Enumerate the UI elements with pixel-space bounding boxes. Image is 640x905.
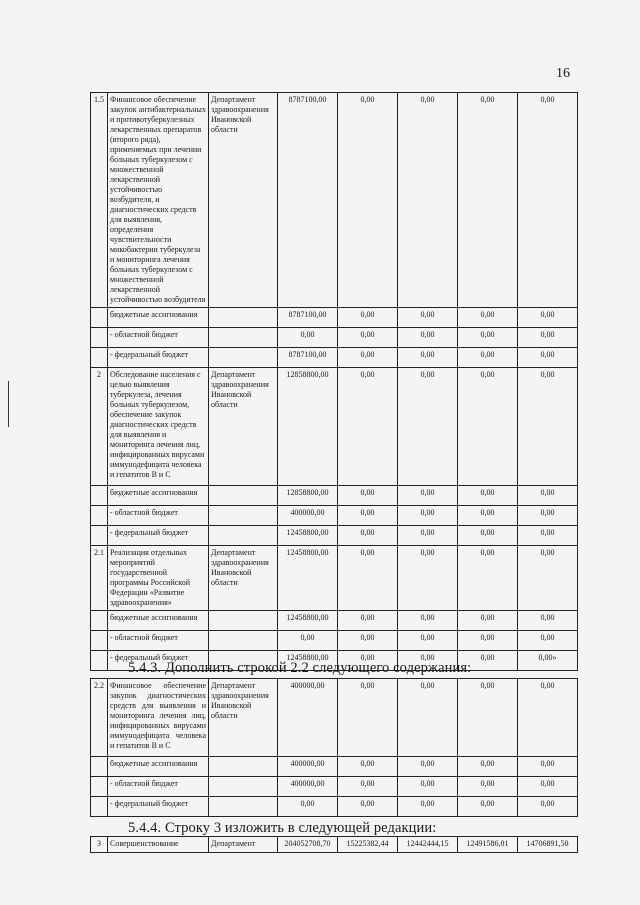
row-number-cell: 2 [91,368,108,486]
amount-cell: 0,00 [518,631,578,651]
amount-cell: 0,00 [398,486,458,506]
amount-cell: 0,00 [518,526,578,546]
activity-name-cell: - федеральный бюджет [108,526,209,546]
table-row [91,679,578,757]
amount-cell: 12442444,15 [398,837,458,853]
row-number-cell [91,777,108,797]
activity-name-cell: Обследование населения с целью выявления туберкулеза, лечения больных туберкулезом, обеспечение закупок диагностических средств для выявления и мониторинга лечения лиц, инфицированных вирусами иммунодефицита человека и гепатитов В и С [108,368,209,486]
amount-cell: 0,00 [458,651,518,671]
amount-cell: 0,00 [398,526,458,546]
row-number-cell: 2.1 [91,546,108,611]
activity-name-cell: бюджетные ассигнования [108,757,209,777]
row-number-cell [91,526,108,546]
table-row [91,631,578,651]
row-number-cell [91,506,108,526]
amount-cell: 0,00 [398,368,458,486]
amount-cell: 0,00 [338,506,398,526]
row-number-cell [91,651,108,671]
amount-cell: 0,00» [518,651,578,671]
table-row [91,797,578,817]
executor-cell [209,797,278,817]
row-number-cell [91,308,108,328]
amount-cell: 14706891,50 [518,837,578,853]
amount-cell: 0,00 [518,486,578,506]
executor-cell [209,328,278,348]
amount-cell: 400000,00 [278,777,338,797]
amount-cell: 400000,00 [278,679,338,757]
amount-cell: 0,00 [458,368,518,486]
amount-cell: 0,00 [458,631,518,651]
activity-name-cell: бюджетные ассигнования [108,486,209,506]
activity-name-cell: - федеральный бюджет [108,651,209,671]
row-number-cell: 2.2 [91,679,108,757]
amount-cell: 0,00 [338,308,398,328]
executor-cell [209,757,278,777]
amount-cell: 8787100,00 [278,348,338,368]
table-row [91,486,578,506]
amount-cell: 0,00 [338,526,398,546]
amount-cell: 0,00 [518,308,578,328]
amount-cell: 0,00 [398,631,458,651]
amount-cell: 0,00 [518,757,578,777]
amount-cell: 12458800,00 [278,651,338,671]
amount-cell: 0,00 [278,631,338,651]
amount-cell: 0,00 [338,679,398,757]
table-row [91,308,578,328]
activity-name-cell: Финансовое обеспечение закупок антибактериальных и противотуберкулезных лекарственных препаратов (второго ряда), применяемых при лечении больных туберкулезом с множественной лекарственной устойчивостью возбудителя, и диагностических средств для выявления, определения чувствительности микобактерии туберкулеза и мониторинга лечения больных туберкулезом с множественной лекарственной устойчивостью возбудителя [108,93,209,308]
amount-cell: 0,00 [278,797,338,817]
amount-cell: 0,00 [398,757,458,777]
amount-cell: 0,00 [338,777,398,797]
amount-cell: 0,00 [338,651,398,671]
amount-cell: 0,00 [398,348,458,368]
amount-cell: 0,00 [458,757,518,777]
amount-cell: 400000,00 [278,757,338,777]
amount-cell: 0,00 [458,506,518,526]
amount-cell: 0,00 [398,651,458,671]
amount-cell: 0,00 [398,777,458,797]
row-number-cell [91,797,108,817]
amount-cell: 0,00 [518,777,578,797]
amount-cell: 0,00 [518,546,578,611]
executor-cell: Департамент здравоохранения Ивановской области [209,368,278,486]
amount-cell: 0,00 [398,308,458,328]
amount-cell: 0,00 [338,93,398,308]
row-number-cell [91,328,108,348]
budget-table-row-3 [90,836,578,853]
executor-cell: Департамент здравоохранения Ивановской области [209,93,278,308]
amount-cell: 0,00 [398,506,458,526]
row-number-cell: 3 [91,837,108,853]
amount-cell: 0,00 [398,546,458,611]
activity-name-cell: - областной бюджет [108,328,209,348]
table-row [91,368,578,486]
amount-cell: 0,00 [338,368,398,486]
amount-cell: 0,00 [338,328,398,348]
amount-cell: 0,00 [338,757,398,777]
amount-cell: 0,00 [518,797,578,817]
row-number-cell [91,486,108,506]
amount-cell: 12858800,00 [278,368,338,486]
amount-cell: 0,00 [518,93,578,308]
row-number-cell [91,757,108,777]
margin-mark [8,381,9,427]
amount-cell: 0,00 [458,308,518,328]
table-row [91,611,578,631]
executor-cell: Департамент здравоохранения Ивановской области [209,679,278,757]
table-row [91,837,578,853]
amount-cell: 0,00 [458,93,518,308]
amount-cell: 0,00 [278,328,338,348]
amount-cell: 12858800,00 [278,486,338,506]
amount-cell: 0,00 [458,797,518,817]
amount-cell: 204052708,70 [278,837,338,853]
page-number: 16 [556,66,570,81]
amount-cell: 0,00 [458,611,518,631]
table-row [91,777,578,797]
amount-cell: 0,00 [338,486,398,506]
amount-cell: 0,00 [518,506,578,526]
amount-cell: 8787100,00 [278,93,338,308]
section-heading-5-4-3: 5.4.3. Дополнить строкой 2.2 следующего содержания: [128,660,472,676]
amount-cell: 0,00 [458,546,518,611]
table-row [91,546,578,611]
activity-name-cell: Реализация отдельных мероприятий государственной программы Российской Федерации «Развитие здравоохранения» [108,546,209,611]
activity-name-cell: - федеральный бюджет [108,797,209,817]
amount-cell: 0,00 [518,348,578,368]
amount-cell: 12458800,00 [278,611,338,631]
budget-table-row-2-2 [90,678,578,817]
table-row [91,757,578,777]
executor-cell [209,526,278,546]
amount-cell: 8787100,00 [278,308,338,328]
amount-cell: 0,00 [458,328,518,348]
row-number-cell: 1.5 [91,93,108,308]
amount-cell: 0,00 [338,546,398,611]
executor-cell [209,348,278,368]
executor-cell [209,506,278,526]
activity-name-cell: Совершенствование [108,837,209,853]
amount-cell: 0,00 [398,328,458,348]
row-number-cell [91,348,108,368]
table-row [91,93,578,308]
activity-name-cell: - областной бюджет [108,506,209,526]
amount-cell: 0,00 [398,679,458,757]
amount-cell: 0,00 [518,679,578,757]
amount-cell: 0,00 [398,93,458,308]
amount-cell: 0,00 [398,797,458,817]
activity-name-cell: бюджетные ассигнования [108,308,209,328]
executor-cell: Департамент здравоохранения Ивановской области [209,546,278,611]
amount-cell: 0,00 [398,611,458,631]
amount-cell: 0,00 [458,526,518,546]
activity-name-cell: Финансовое обеспечение закупок диагностических средств для выявления и мониторинга лечения лиц, инфицированных вирусами иммунодефицита человека и гепатитов В и С [108,679,209,757]
row-number-cell [91,611,108,631]
amount-cell: 0,00 [458,679,518,757]
budget-table-main [90,92,578,671]
executor-cell [209,486,278,506]
amount-cell: 0,00 [338,348,398,368]
activity-name-cell: - областной бюджет [108,631,209,651]
executor-cell [209,631,278,651]
amount-cell: 0,00 [518,368,578,486]
amount-cell: 0,00 [458,777,518,797]
amount-cell: 0,00 [518,328,578,348]
activity-name-cell: бюджетные ассигнования [108,611,209,631]
amount-cell: 12458800,00 [278,546,338,611]
executor-cell [209,308,278,328]
amount-cell: 0,00 [458,348,518,368]
amount-cell: 0,00 [458,486,518,506]
amount-cell: 400000,00 [278,506,338,526]
amount-cell: 12458800,00 [278,526,338,546]
table-row [91,348,578,368]
amount-cell: 0,00 [338,631,398,651]
executor-cell [209,777,278,797]
activity-name-cell: - областной бюджет [108,777,209,797]
amount-cell: 15225382,44 [338,837,398,853]
amount-cell: 0,00 [338,797,398,817]
table-row [91,526,578,546]
executor-cell: Департамент [209,837,278,853]
row-number-cell [91,631,108,651]
amount-cell: 0,00 [338,611,398,631]
executor-cell [209,611,278,631]
amount-cell: 0,00 [518,611,578,631]
table-row [91,328,578,348]
amount-cell: 12491586,01 [458,837,518,853]
section-heading-5-4-4: 5.4.4. Строку 3 изложить в следующей редакции: [128,820,437,836]
activity-name-cell: - федеральный бюджет [108,348,209,368]
table-row [91,506,578,526]
